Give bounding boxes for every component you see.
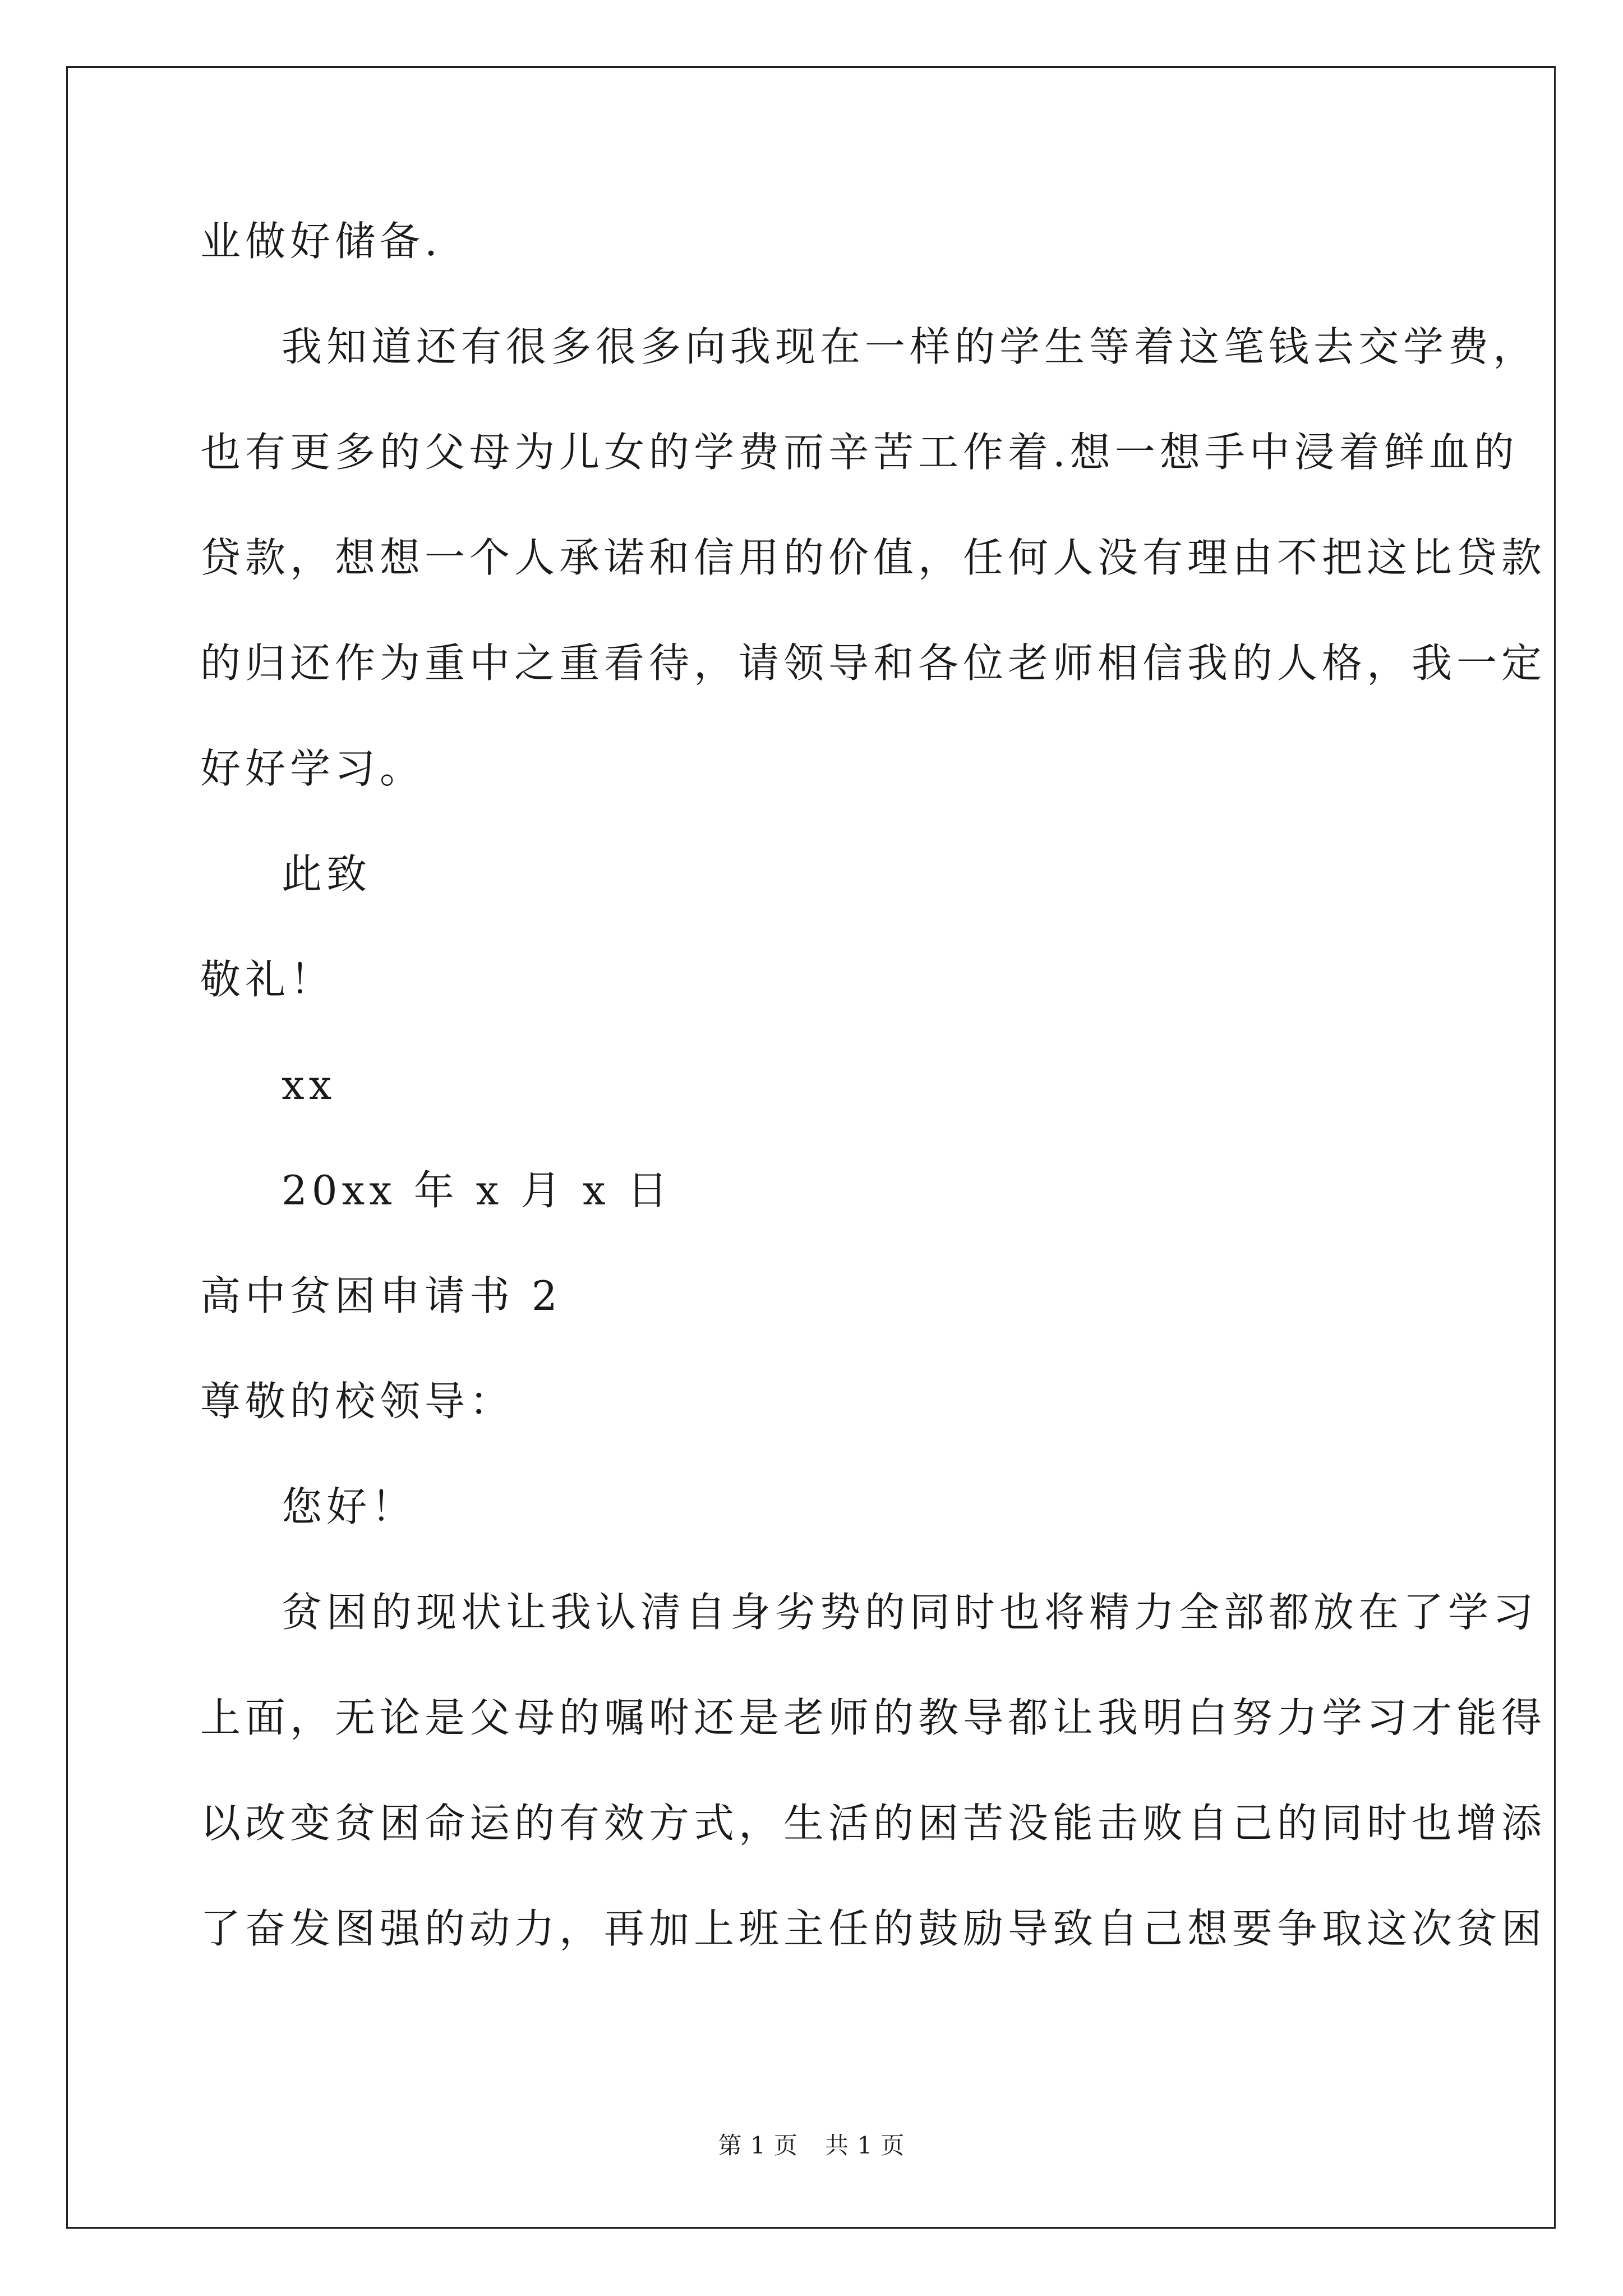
closing-regards: 敬礼！ xyxy=(200,956,335,1003)
page-number: 第 1 页 xyxy=(718,2132,798,2159)
page-footer xyxy=(0,2129,1623,2162)
greeting-hello: 您好！ xyxy=(282,1483,417,1530)
text-line-4: 贷款，想想一个人承诺和信用的价值，任何人没有理由不把这比贷款 xyxy=(200,534,1547,581)
signature-date: 20xx 年 x 月 x 日 xyxy=(282,1167,672,1214)
signature-name: xx xyxy=(282,1061,336,1108)
text-line-15: 上面，无论是父母的嘱咐还是老师的教导都让我明白努力学习才能得 xyxy=(200,1694,1547,1741)
text-line-14: 贫困的现状让我认清自身劣势的同时也将精力全部都放在了学习 xyxy=(282,1589,1538,1636)
text-line-16: 以改变贫困命运的有效方式，生活的困苦没能击败自己的同时也增添 xyxy=(200,1800,1547,1847)
section-title: 高中贫困申请书 2 xyxy=(200,1272,562,1319)
text-line-6: 好好学习。 xyxy=(200,745,425,792)
text-line-5: 的归还作为重中之重看待，请领导和各位老师相信我的人格，我一定 xyxy=(200,639,1547,687)
text-line-1: 业做好储备. xyxy=(200,218,442,265)
text-line-2: 我知道还有很多很多向我现在一样的学生等着这笔钱去交学费， xyxy=(282,323,1538,370)
page-total: 共 1 页 xyxy=(825,2132,905,2159)
text-line-3: 也有更多的父母为儿女的学费而辛苦工作着.想一想手中浸着鲜血的 xyxy=(200,429,1519,476)
text-line-17: 了奋发图强的动力，再加上班主任的鼓励导致自己想要争取这次贫困 xyxy=(200,1905,1547,1952)
document-body xyxy=(200,213,1547,2006)
greeting-recipient: 尊敬的校领导： xyxy=(200,1378,515,1425)
closing-salutation: 此致 xyxy=(282,850,372,898)
